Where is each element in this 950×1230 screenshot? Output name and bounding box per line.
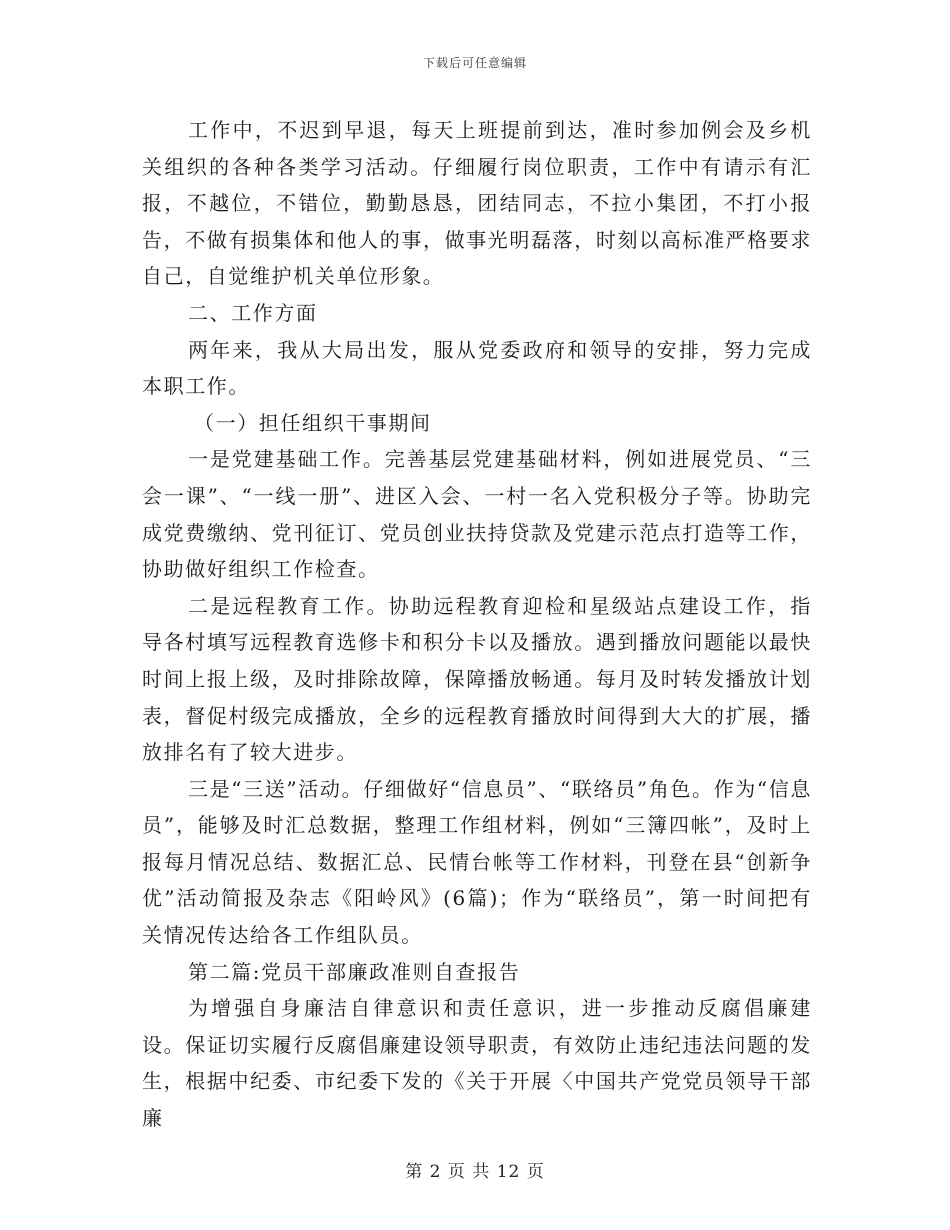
paragraph-three-send: 三是“三送”活动。仔细做好“信息员”、“联络员”角色。作为“信息员”，能够及时汇总数据，整理工作组材料，例如“三簿四帐”，及时上报每月情况总结、数据汇总、民情台帐等工作材料，刊登在县“创新争优”活动简报及杂志《阳岭风》(6篇)；作为“联络员”，第一时间把有关情况传达给各工作组队员。 [142,776,812,948]
document-body [142,112,812,1137]
chapter-heading-second: 第二篇:党员干部廉政准则自查报告 [188,959,521,984]
paragraph-remote-education: 二是远程教育工作。协助远程教育迎检和星级站点建设工作，指导各村填写远程教育选修卡和积分卡以及播放。遇到播放问题能以最快时间上报上级，及时排除故障，保障播放畅通。每月及时转发播放计划表，督促村级完成播放，全乡的远程教育播放时间得到大大的扩展，播放排名有了较大进步。 [142,593,812,765]
page-number: 第 2 页 共 12 页 [405,1162,545,1182]
paragraph-work-discipline: 工作中，不迟到早退，每天上班提前到达，准时参加例会及乡机关组织的各种各类学习活动。仔细履行岗位职责，工作中有请示有汇报，不越位，不错位，勤勤恳恳，团结同志，不拉小集团，不打小报告，不做有损集体和他人的事，做事光明磊落，时刻以高标准严格要求自己，自觉维护机关单位形象。 [142,118,812,289]
section-heading-work: 二、工作方面 [188,300,318,325]
page-header: 下载后可任意编辑 [422,56,527,70]
paragraph-two-years: 两年来，我从大局出发，服从党委政府和领导的安排，努力完成本职工作。 [142,337,812,399]
page-footer [0,1157,950,1182]
paragraph-party-building: 一是党建基础工作。完善基层党建基础材料，例如进展党员、“三会一课”、“一线一册”、进区入会、一村一名入党积极分子等。协助完成党费缴纳、党刊征订、党员创业扶持贷款及党建示范点打造等工作，协助做好组织工作检查。 [142,447,812,582]
paragraph-self-check: 为增强自身廉洁自律意识和责任意识，进一步推动反腐倡廉建设。保证切实履行反腐倡廉建设领导职责，有效防止违纪违法问题的发生，根据中纪委、市纪委下发的《关于开展〈中国共产党党员领导干部廉 [142,996,812,1131]
subsection-heading-organization: （一）担任组织干事期间 [194,410,432,435]
